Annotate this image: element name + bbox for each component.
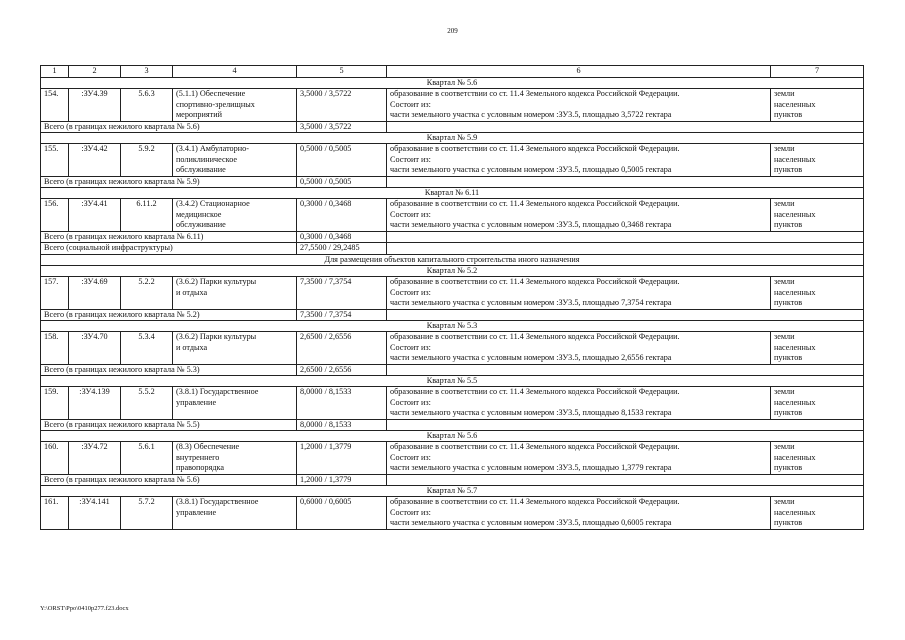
quarter-heading-row (41, 431, 864, 442)
total-label: Всего (в границах нежилого квартала № 5.6) (41, 474, 297, 485)
plot-area: 3,5000 / 3,5722 (297, 89, 387, 121)
row-number: 155. (41, 144, 69, 176)
plot-area: 0,5000 / 0,5005 (297, 144, 387, 176)
quarter-heading: Квартал № 5.7 (41, 486, 864, 497)
total-empty (387, 231, 864, 242)
total-area: 3,5000 / 3,5722 (297, 121, 387, 132)
plot-area: 8,0000 / 8,1533 (297, 387, 387, 419)
land-category: земли населенных пунктов (771, 442, 864, 474)
plot-id: :ЗУ4.70 (69, 332, 121, 364)
formation-description: образование в соответствии со ст. 11.4 Земельного кодекса Российской Федерации. Состоит из: части земельного участка с условным номером :ЗУ3.5, площадью 7,3754 гектара (387, 277, 771, 309)
row-number: 158. (41, 332, 69, 364)
plot-id: :ЗУ4.72 (69, 442, 121, 474)
quarter-code: 5.2.2 (121, 277, 173, 309)
total-row (41, 419, 864, 430)
quarter-heading: Квартал № 5.6 (41, 431, 864, 442)
table-row (41, 144, 864, 176)
permitted-use: (3.4.1) Амбулаторно- поликлиническое обслуживание (173, 144, 297, 176)
land-category: земли населенных пунктов (771, 144, 864, 176)
row-number: 156. (41, 199, 69, 231)
permitted-use: (8.3) Обеспечение внутреннего правопорядка (173, 442, 297, 474)
permitted-use: (3.8.1) Государственное управление (173, 497, 297, 529)
total-empty (387, 309, 864, 320)
permitted-use: (3.6.2) Парки культуры и отдыха (173, 277, 297, 309)
quarter-heading: Квартал № 5.3 (41, 320, 864, 331)
table-row (41, 332, 864, 364)
row-number: 161. (41, 497, 69, 529)
row-number: 160. (41, 442, 69, 474)
total-row (41, 364, 864, 375)
total-label: Всего (в границах нежилого квартала № 5.2) (41, 309, 297, 320)
quarter-heading: Квартал № 6.11 (41, 188, 864, 199)
plot-id: :ЗУ4.42 (69, 144, 121, 176)
quarter-heading: Квартал № 5.6 (41, 78, 864, 89)
land-category: земли населенных пунктов (771, 199, 864, 231)
quarter-heading: Квартал № 5.5 (41, 375, 864, 386)
total-label: Всего (в границах нежилого квартала № 5.6) (41, 121, 297, 132)
quarter-code: 5.5.2 (121, 387, 173, 419)
total-empty (387, 364, 864, 375)
quarter-code: 5.9.2 (121, 144, 173, 176)
total-area: 27,5500 / 29,2485 (297, 243, 387, 254)
quarter-heading-row (41, 133, 864, 144)
total-area: 1,2000 / 1,3779 (297, 474, 387, 485)
total-area: 8,0000 / 8,1533 (297, 419, 387, 430)
permitted-use: (3.8.1) Государственное управление (173, 387, 297, 419)
total-label: Всего (социальной инфраструктуры) (41, 243, 297, 254)
total-empty (387, 121, 864, 132)
table-body (41, 66, 864, 530)
land-category: земли населенных пунктов (771, 277, 864, 309)
permitted-use: (5.1.1) Обеспечение спортивно-зрелищных мероприятий (173, 89, 297, 121)
total-area: 2,6500 / 2,6556 (297, 364, 387, 375)
quarter-code: 5.6.1 (121, 442, 173, 474)
table-row (41, 89, 864, 121)
total-area: 7,3500 / 7,3754 (297, 309, 387, 320)
column-header-row (41, 66, 864, 78)
quarter-code: 5.3.4 (121, 332, 173, 364)
total-empty (387, 176, 864, 187)
row-number: 154. (41, 89, 69, 121)
plot-id: :ЗУ4.139 (69, 387, 121, 419)
quarter-heading: Квартал № 5.2 (41, 265, 864, 276)
quarter-code: 6.11.2 (121, 199, 173, 231)
plot-area: 2,6500 / 2,6556 (297, 332, 387, 364)
formation-description: образование в соответствии со ст. 11.4 Земельного кодекса Российской Федерации. Состоит из: части земельного участка с условным номером :ЗУ3.5, площадью 0,6005 гектара (387, 497, 771, 529)
page-number: 209 (447, 27, 458, 35)
formation-description: образование в соответствии со ст. 11.4 Земельного кодекса Российской Федерации. Состоит из: части земельного участка с условным номером :ЗУ3.5, площадью 0,5005 гектара (387, 144, 771, 176)
plot-id: :ЗУ4.39 (69, 89, 121, 121)
column-header: 7 (771, 66, 864, 78)
quarter-heading-row (41, 486, 864, 497)
total-area: 0,5000 / 0,5005 (297, 176, 387, 187)
land-category: земли населенных пунктов (771, 387, 864, 419)
section-heading-row (41, 254, 864, 265)
quarter-heading-row (41, 320, 864, 331)
table-row (41, 387, 864, 419)
land-category: земли населенных пунктов (771, 497, 864, 529)
total-row (41, 176, 864, 187)
quarter-heading-row (41, 188, 864, 199)
quarter-code: 5.7.2 (121, 497, 173, 529)
formation-description: образование в соответствии со ст. 11.4 Земельного кодекса Российской Федерации. Состоит из: части земельного участка с условным номером :ЗУ3.5, площадью 2,6556 гектара (387, 332, 771, 364)
file-path: Y:\ORST\Ppo\0410p277.f23.docx (40, 605, 129, 612)
land-plots-table (40, 65, 864, 530)
plot-id: :ЗУ4.41 (69, 199, 121, 231)
total-row (41, 231, 864, 242)
table-row (41, 199, 864, 231)
total-empty (387, 419, 864, 430)
column-header: 6 (387, 66, 771, 78)
total-label: Всего (в границах нежилого квартала № 6.11) (41, 231, 297, 242)
plot-id: :ЗУ4.69 (69, 277, 121, 309)
formation-description: образование в соответствии со ст. 11.4 Земельного кодекса Российской Федерации. Состоит из: части земельного участка с условным номером :ЗУ3.5, площадью 3,5722 гектара (387, 89, 771, 121)
total-label: Всего (в границах нежилого квартала № 5.9) (41, 176, 297, 187)
column-header: 5 (297, 66, 387, 78)
table-row (41, 497, 864, 529)
permitted-use: (3.6.2) Парки культуры и отдыха (173, 332, 297, 364)
column-header: 2 (69, 66, 121, 78)
total-empty (387, 243, 864, 254)
quarter-heading: Квартал № 5.9 (41, 133, 864, 144)
column-header: 4 (173, 66, 297, 78)
row-number: 159. (41, 387, 69, 419)
total-label: Всего (в границах нежилого квартала № 5.5) (41, 419, 297, 430)
formation-description: образование в соответствии со ст. 11.4 Земельного кодекса Российской Федерации. Состоит из: части земельного участка с условным номером :ЗУ3.5, площадью 0,3468 гектара (387, 199, 771, 231)
total-row (41, 121, 864, 132)
quarter-heading-row (41, 78, 864, 89)
land-category: земли населенных пунктов (771, 89, 864, 121)
total-row (41, 474, 864, 485)
total-row (41, 243, 864, 254)
plot-area: 1,2000 / 1,3779 (297, 442, 387, 474)
row-number: 157. (41, 277, 69, 309)
permitted-use: (3.4.2) Стационарное медицинское обслуживание (173, 199, 297, 231)
table-row (41, 277, 864, 309)
quarter-code: 5.6.3 (121, 89, 173, 121)
land-category: земли населенных пунктов (771, 332, 864, 364)
formation-description: образование в соответствии со ст. 11.4 Земельного кодекса Российской Федерации. Состоит из: части земельного участка с условным номером :ЗУ3.5, площадью 1,3779 гектара (387, 442, 771, 474)
quarter-heading-row (41, 375, 864, 386)
column-header: 1 (41, 66, 69, 78)
section-heading: Для размещения объектов капитального строительства иного назначения (41, 254, 864, 265)
total-area: 0,3000 / 0,3468 (297, 231, 387, 242)
plot-id: :ЗУ4.141 (69, 497, 121, 529)
table-row (41, 442, 864, 474)
total-row (41, 309, 864, 320)
plot-area: 7,3500 / 7,3754 (297, 277, 387, 309)
plot-area: 0,3000 / 0,3468 (297, 199, 387, 231)
total-label: Всего (в границах нежилого квартала № 5.3) (41, 364, 297, 375)
total-empty (387, 474, 864, 485)
column-header: 3 (121, 66, 173, 78)
plot-area: 0,6000 / 0,6005 (297, 497, 387, 529)
quarter-heading-row (41, 265, 864, 276)
formation-description: образование в соответствии со ст. 11.4 Земельного кодекса Российской Федерации. Состоит из: части земельного участка с условным номером :ЗУ3.5, площадью 8,1533 гектара (387, 387, 771, 419)
